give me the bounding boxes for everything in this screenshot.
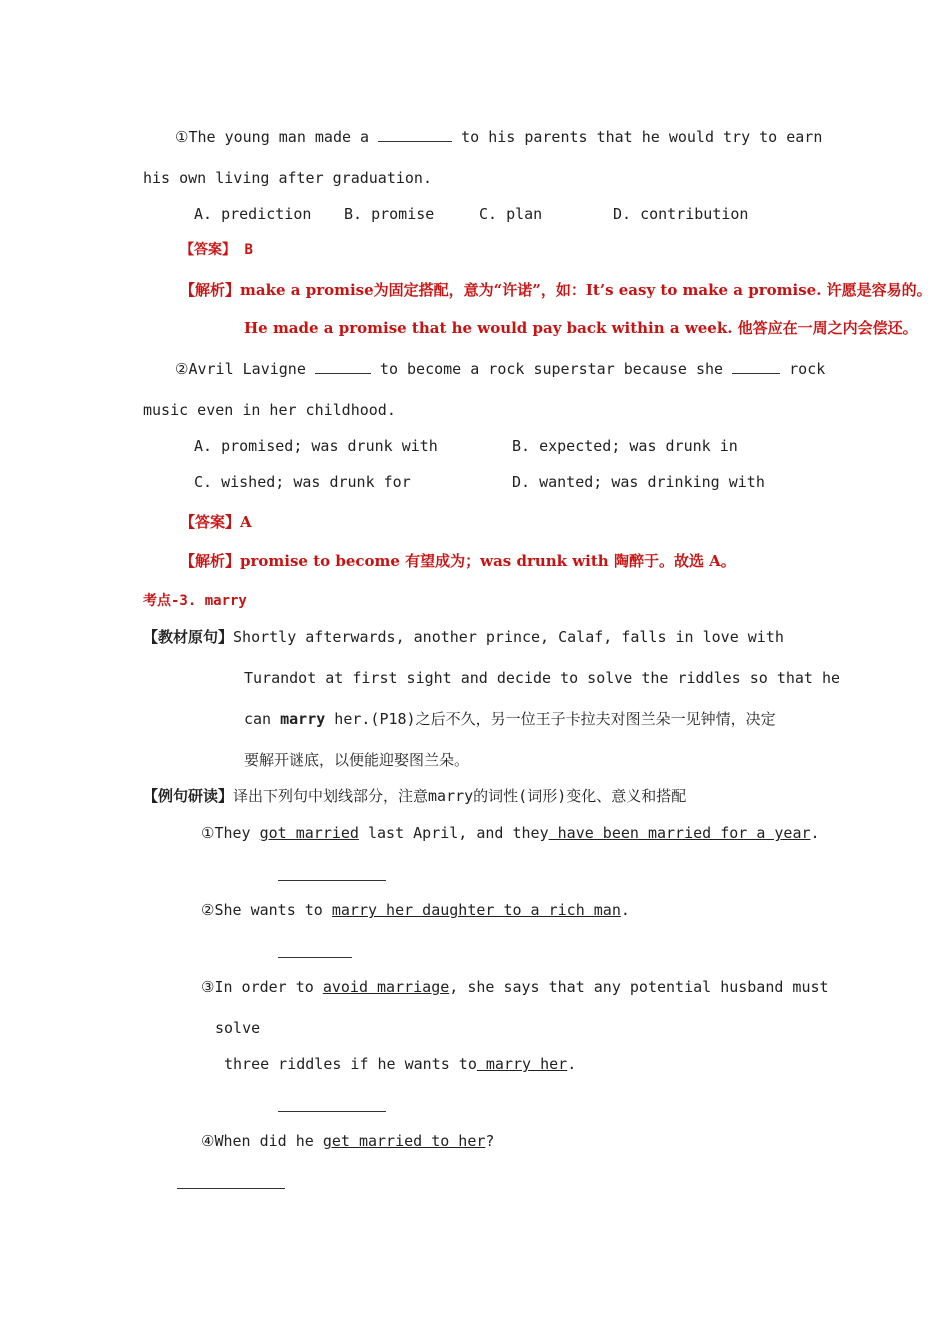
textbook-line3: can marry her.(P18)之后不久，另一位王子卡拉夫对图兰朵一见钟情，决定 [244,710,776,728]
q2-option-c[interactable]: C. wished; was drunk for [194,473,411,491]
textbook-line1: 【教材原句】Shortly afterwards, another prince, Calaf, falls in love with [143,628,784,646]
q1-line1: ①The young man made a to his parents that he would try to earn [175,128,823,146]
example-3-line2: solve [215,1019,261,1037]
answer-line-2[interactable] [278,957,352,958]
q2-line2: music even in her childhood. [143,401,396,419]
example-4: ④When did he get married to her? [201,1132,495,1150]
q1-analysis-line1: 【解析】make a promise为固定搭配，意为“许诺”，如：It’s easy to make a promise. 许愿是容易的。 [180,281,932,299]
example-2: ②She wants to marry her daughter to a rich man. [201,901,630,919]
q1-answer: 【答案】 B [180,242,253,258]
textbook-line4: 要解开谜底，以便能迎娶图兰朵。 [244,751,470,769]
example-3: ③In order to avoid marriage, she says that any potential husband must [201,978,829,996]
q1-option-c[interactable]: C. plan [479,205,543,223]
q2-blank-2[interactable] [732,359,780,374]
example-intro: 【例句研读】译出下列句中划线部分，注意marry的词性(词形)变化、意义和搭配 [143,787,687,805]
answer-line-1[interactable] [278,880,386,881]
q1-option-a[interactable]: A. prediction [194,205,312,223]
q2-option-d[interactable]: D. wanted; was drinking with [512,473,765,491]
answer-line-3[interactable] [278,1111,386,1112]
q2-answer: 【答案】A [180,513,252,531]
q1-blank[interactable] [378,127,452,142]
q1-option-d[interactable]: D. contribution [613,205,749,223]
q2-option-b[interactable]: B. expected; was drunk in [512,437,738,455]
section-title: 考点-3. marry [143,593,247,609]
q1-option-b[interactable]: B. promise [344,205,435,223]
q2-option-a[interactable]: A. promised; was drunk with [194,437,438,455]
q2-blank-1[interactable] [315,359,371,374]
answer-line-4[interactable] [177,1188,285,1189]
example-1: ①They got married last April, and they have been married for a year. [201,824,820,842]
q1-line2: his own living after graduation. [143,169,432,187]
q2-analysis: 【解析】promise to become 有望成为；was drunk with 陶醉于。故选 A。 [180,552,736,570]
example-3-line3: three riddles if he wants to marry her. [224,1055,577,1073]
q2-line1: ②Avril Lavigne to become a rock superstar because she rock [175,360,826,378]
q1-analysis-line2: He made a promise that he would pay back within a week. 他答应在一周之内会偿还。 [244,319,918,337]
textbook-line2: Turandot at first sight and decide to solve the riddles so that he [244,669,841,687]
